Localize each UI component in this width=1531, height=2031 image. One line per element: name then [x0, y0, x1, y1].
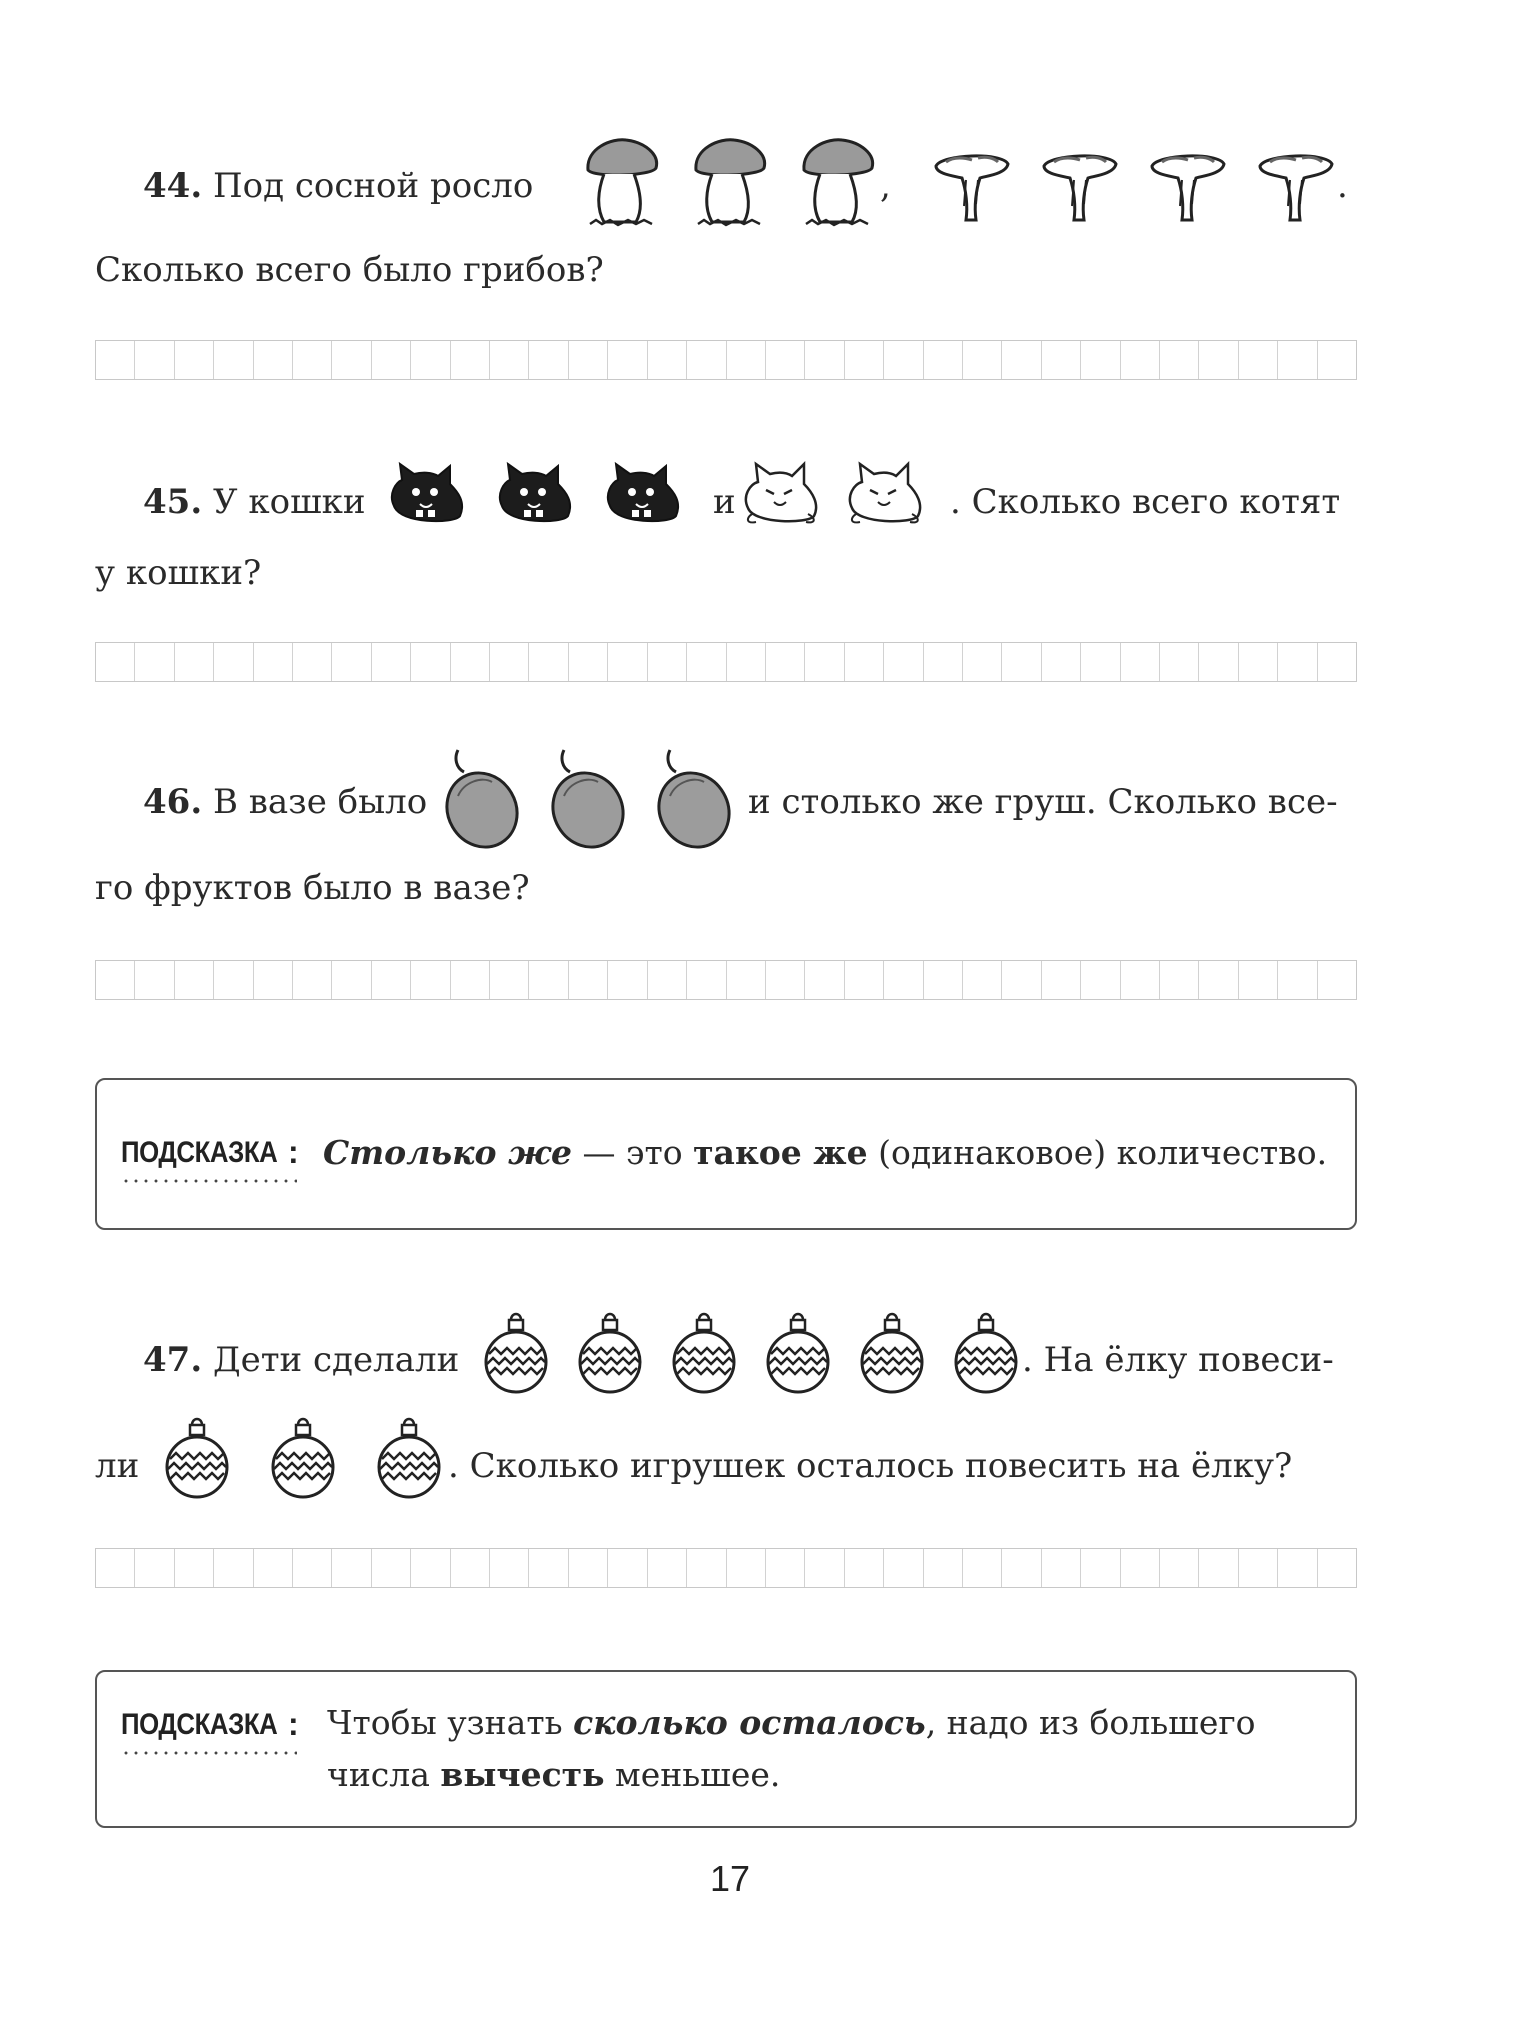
grid-cell[interactable] — [687, 643, 726, 681]
grid-cell[interactable] — [175, 341, 214, 379]
grid-cell[interactable] — [648, 643, 687, 681]
hint-dotted-underline — [121, 1179, 297, 1183]
grid-cell[interactable] — [1278, 643, 1317, 681]
problem-text-after: . Сколько всего котят — [950, 482, 1341, 522]
hint-label: ПОДСКАЗКА — [121, 1136, 278, 1169]
grid-cell[interactable] — [293, 341, 332, 379]
grid-cell[interactable] — [963, 643, 1002, 681]
grid-cell[interactable] — [451, 961, 490, 999]
plum-icon — [544, 748, 628, 856]
grid-cell[interactable] — [1199, 1549, 1238, 1587]
hint-text-line1 — [327, 1700, 1256, 1746]
answer-grid-47[interactable] — [95, 1548, 1357, 1588]
grid-cell[interactable] — [1199, 341, 1238, 379]
chanterelle-mushroom-icon — [1148, 146, 1228, 230]
problem-44-line1 — [143, 166, 533, 206]
grid-cell[interactable] — [1002, 1549, 1041, 1587]
problem-number: 46. — [143, 782, 203, 822]
christmas-ornament-icon — [481, 1310, 551, 1398]
grid-cell[interactable] — [214, 961, 253, 999]
problem-text: В вазе было — [212, 782, 428, 822]
porcini-mushroom-icon — [798, 134, 878, 234]
answer-grid-44[interactable] — [95, 340, 1357, 380]
grid-cell[interactable] — [766, 961, 805, 999]
grid-cell[interactable] — [96, 643, 135, 681]
problem-45-line1 — [143, 482, 366, 522]
grid-cell[interactable] — [1318, 1549, 1356, 1587]
grid-cell[interactable] — [411, 341, 450, 379]
problem-45-line2: у кошки? — [95, 553, 262, 593]
grid-cell[interactable] — [1042, 341, 1081, 379]
hint-text-line2 — [327, 1752, 780, 1798]
problem-47-line1 — [143, 1340, 459, 1380]
hint-bold: такое же — [693, 1133, 868, 1172]
grid-cell[interactable] — [411, 1549, 450, 1587]
grid-cell[interactable] — [1160, 341, 1199, 379]
grid-cell[interactable] — [96, 961, 135, 999]
christmas-ornament-icon — [857, 1310, 927, 1398]
grid-cell[interactable] — [884, 643, 923, 681]
grid-cell[interactable] — [1318, 961, 1356, 999]
hint-text-part: меньшее. — [604, 1755, 781, 1794]
grid-cell[interactable] — [411, 961, 450, 999]
plum-icon — [438, 748, 522, 856]
grid-cell[interactable] — [96, 1549, 135, 1587]
white-kitten-icon — [742, 458, 822, 532]
grid-cell[interactable] — [332, 1549, 371, 1587]
grid-cell[interactable] — [687, 961, 726, 999]
page-number: 17 — [709, 1858, 751, 1899]
hint-text-part: — это — [572, 1133, 694, 1172]
grid-cell[interactable] — [490, 643, 529, 681]
grid-cell[interactable] — [332, 643, 371, 681]
grid-cell[interactable] — [805, 961, 844, 999]
grid-cell[interactable] — [1239, 341, 1278, 379]
grid-cell[interactable] — [1318, 643, 1356, 681]
grid-cell[interactable] — [451, 341, 490, 379]
grid-cell[interactable] — [687, 1549, 726, 1587]
christmas-ornament-icon — [669, 1310, 739, 1398]
grid-cell[interactable] — [1121, 1549, 1160, 1587]
hint-bold: вычесть — [440, 1755, 605, 1794]
grid-cell[interactable] — [451, 643, 490, 681]
grid-cell[interactable] — [608, 961, 647, 999]
black-kitten-icon — [496, 458, 576, 532]
grid-cell[interactable] — [608, 341, 647, 379]
grid-cell[interactable] — [1002, 961, 1041, 999]
christmas-ornament-icon — [763, 1310, 833, 1398]
grid-cell[interactable] — [1042, 961, 1081, 999]
grid-cell[interactable] — [529, 643, 568, 681]
grid-cell[interactable] — [1081, 961, 1120, 999]
grid-cell[interactable] — [372, 341, 411, 379]
grid-cell[interactable] — [490, 341, 529, 379]
hint-box-1 — [95, 1078, 1357, 1230]
hint-emphasis: Столько же — [323, 1133, 573, 1172]
hint-colon: : — [288, 1706, 299, 1742]
grid-cell[interactable] — [1199, 643, 1238, 681]
problem-44-line2: Сколько всего было грибов? — [95, 250, 604, 290]
grid-cell[interactable] — [175, 1549, 214, 1587]
problem-text: Дети сделали — [212, 1340, 460, 1380]
grid-cell[interactable] — [1121, 643, 1160, 681]
grid-cell[interactable] — [1081, 1549, 1120, 1587]
grid-cell[interactable] — [569, 341, 608, 379]
grid-cell[interactable] — [529, 1549, 568, 1587]
answer-grid-45[interactable] — [95, 642, 1357, 682]
grid-cell[interactable] — [884, 1549, 923, 1587]
christmas-ornament-icon — [162, 1415, 232, 1503]
hint-label: ПОДСКАЗКА — [121, 1708, 278, 1741]
grid-cell[interactable] — [1160, 643, 1199, 681]
black-kitten-icon — [604, 458, 684, 532]
hint-colon: : — [288, 1134, 299, 1170]
grid-cell[interactable] — [1121, 961, 1160, 999]
grid-cell[interactable] — [372, 643, 411, 681]
grid-cell[interactable] — [1278, 341, 1317, 379]
grid-cell[interactable] — [254, 643, 293, 681]
christmas-ornament-icon — [268, 1415, 338, 1503]
grid-cell[interactable] — [372, 1549, 411, 1587]
grid-cell[interactable] — [924, 341, 963, 379]
grid-cell[interactable] — [293, 1549, 332, 1587]
grid-cell[interactable] — [254, 341, 293, 379]
grid-cell[interactable] — [1199, 961, 1238, 999]
grid-cell[interactable] — [135, 643, 174, 681]
grid-cell[interactable] — [963, 1549, 1002, 1587]
grid-cell[interactable] — [1318, 341, 1356, 379]
grid-cell[interactable] — [214, 341, 253, 379]
grid-cell[interactable] — [1042, 643, 1081, 681]
grid-cell[interactable] — [766, 1549, 805, 1587]
grid-cell[interactable] — [1239, 1549, 1278, 1587]
problem-46-line2: го фруктов было в вазе? — [95, 868, 530, 908]
hint-text-part: , надо из большего — [925, 1703, 1256, 1742]
grid-cell[interactable] — [608, 643, 647, 681]
grid-cell[interactable] — [1121, 341, 1160, 379]
grid-cell[interactable] — [411, 643, 450, 681]
problem-number: 47. — [143, 1340, 203, 1380]
grid-cell[interactable] — [963, 341, 1002, 379]
chanterelle-mushroom-icon — [932, 146, 1012, 230]
grid-cell[interactable] — [254, 1549, 293, 1587]
white-kitten-icon — [846, 458, 926, 532]
christmas-ornament-icon — [575, 1310, 645, 1398]
grid-cell[interactable] — [529, 961, 568, 999]
problem-text: Под сосной росло — [212, 166, 534, 206]
grid-cell[interactable] — [727, 961, 766, 999]
porcini-mushroom-icon — [582, 134, 662, 234]
hint-text-part: (одинаковое) количество. — [867, 1133, 1328, 1172]
grid-cell[interactable] — [884, 341, 923, 379]
grid-cell[interactable] — [175, 961, 214, 999]
grid-cell[interactable] — [1160, 961, 1199, 999]
grid-cell[interactable] — [608, 1549, 647, 1587]
grid-cell[interactable] — [924, 643, 963, 681]
problem-text: У кошки — [212, 482, 366, 522]
problem-47-line2-end: . Сколько игрушек осталось повесить на ёлку? — [448, 1446, 1293, 1486]
grid-cell[interactable] — [490, 1549, 529, 1587]
grid-cell[interactable] — [648, 961, 687, 999]
punct-period: . — [1337, 166, 1348, 206]
hint-text-part: числа — [327, 1755, 441, 1794]
grid-cell[interactable] — [805, 1549, 844, 1587]
grid-cell[interactable] — [529, 341, 568, 379]
grid-cell[interactable] — [293, 643, 332, 681]
grid-cell[interactable] — [1081, 341, 1120, 379]
grid-cell[interactable] — [845, 1549, 884, 1587]
grid-cell[interactable] — [963, 961, 1002, 999]
problem-number: 44. — [143, 166, 203, 206]
grid-cell[interactable] — [1002, 643, 1041, 681]
hint-text — [323, 1130, 1327, 1176]
grid-cell[interactable] — [490, 961, 529, 999]
grid-cell[interactable] — [727, 643, 766, 681]
grid-cell[interactable] — [332, 341, 371, 379]
grid-cell[interactable] — [1278, 1549, 1317, 1587]
hint-emphasis: сколько осталось — [573, 1703, 926, 1742]
grid-cell[interactable] — [1278, 961, 1317, 999]
grid-cell[interactable] — [569, 1549, 608, 1587]
christmas-ornament-icon — [951, 1310, 1021, 1398]
christmas-ornament-icon — [374, 1415, 444, 1503]
grid-cell[interactable] — [687, 341, 726, 379]
problem-number: 45. — [143, 482, 203, 522]
grid-cell[interactable] — [214, 643, 253, 681]
grid-cell[interactable] — [1239, 961, 1278, 999]
problem-text-after: . На ёлку повеси- — [1022, 1340, 1334, 1380]
grid-cell[interactable] — [96, 341, 135, 379]
grid-cell[interactable] — [805, 341, 844, 379]
grid-cell[interactable] — [727, 1549, 766, 1587]
grid-cell[interactable] — [1081, 643, 1120, 681]
grid-cell[interactable] — [924, 1549, 963, 1587]
grid-cell[interactable] — [805, 643, 844, 681]
grid-cell[interactable] — [1042, 1549, 1081, 1587]
grid-cell[interactable] — [569, 961, 608, 999]
grid-cell[interactable] — [845, 961, 884, 999]
black-kitten-icon — [388, 458, 468, 532]
hint-box-2 — [95, 1670, 1357, 1828]
grid-cell[interactable] — [845, 643, 884, 681]
hint-dotted-underline — [121, 1751, 297, 1755]
grid-cell[interactable] — [648, 341, 687, 379]
grid-cell[interactable] — [332, 961, 371, 999]
problem-47-line2-start: ли — [95, 1446, 140, 1486]
plum-icon — [650, 748, 734, 856]
punct-comma: , — [880, 166, 891, 206]
problem-46-line1 — [143, 782, 427, 822]
grid-cell[interactable] — [254, 961, 293, 999]
grid-cell[interactable] — [766, 341, 805, 379]
grid-cell[interactable] — [845, 341, 884, 379]
problem-text-after: и столько же груш. Сколько все- — [748, 782, 1338, 822]
grid-cell[interactable] — [293, 961, 332, 999]
grid-cell[interactable] — [648, 1549, 687, 1587]
answer-grid-46[interactable] — [95, 960, 1357, 1000]
chanterelle-mushroom-icon — [1256, 146, 1336, 230]
grid-cell[interactable] — [214, 1549, 253, 1587]
grid-cell[interactable] — [727, 341, 766, 379]
grid-cell[interactable] — [766, 643, 805, 681]
grid-cell[interactable] — [884, 961, 923, 999]
chanterelle-mushroom-icon — [1040, 146, 1120, 230]
grid-cell[interactable] — [1239, 643, 1278, 681]
grid-cell[interactable] — [1160, 1549, 1199, 1587]
grid-cell[interactable] — [924, 961, 963, 999]
hint-text-part: Чтобы узнать — [327, 1703, 574, 1742]
grid-cell[interactable] — [175, 643, 214, 681]
grid-cell[interactable] — [372, 961, 411, 999]
conjunction: и — [713, 482, 736, 522]
grid-cell[interactable] — [569, 643, 608, 681]
grid-cell[interactable] — [135, 341, 174, 379]
porcini-mushroom-icon — [690, 134, 770, 234]
grid-cell[interactable] — [135, 1549, 174, 1587]
grid-cell[interactable] — [135, 961, 174, 999]
grid-cell[interactable] — [451, 1549, 490, 1587]
grid-cell[interactable] — [1002, 341, 1041, 379]
